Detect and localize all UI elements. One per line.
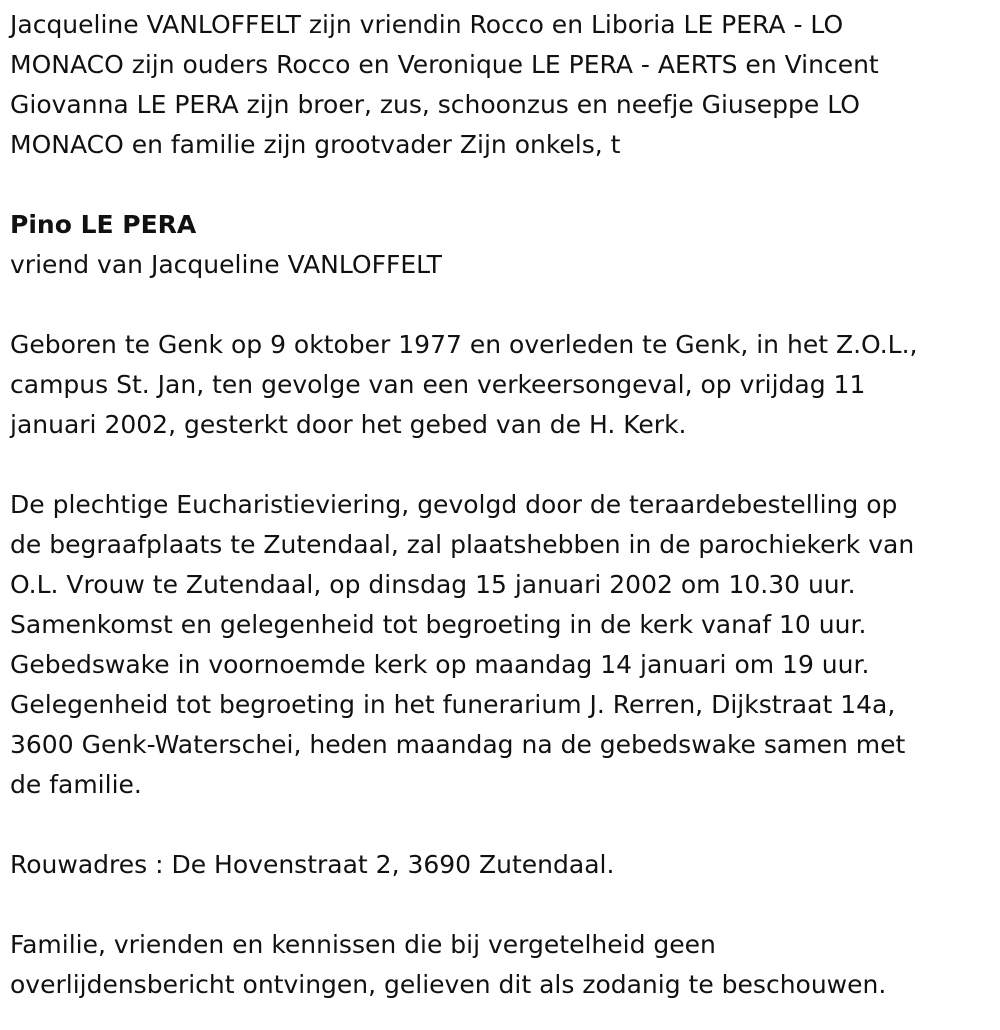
paragraph-gap xyxy=(10,445,990,485)
mourning-address: Rouwadres : De Hovenstraat 2, 3690 Zutendaal. xyxy=(10,850,615,879)
paragraph-gap xyxy=(10,885,990,925)
intro-paragraph: Jacqueline VANLOFFELT zijn vriendin Rocco en Liboria LE PERA - LO MONACO zijn ouders Rocco en Veronique LE PERA - AERTS en Vincent Giovanna LE PERA zijn broer, zus, schoonzus en neefje Giuseppe LO MONACO en familie zijn grootvader Zijn onkels, t xyxy=(10,10,879,159)
paragraph-gap xyxy=(10,165,990,205)
closing-paragraph: Familie, vrienden en kennissen die bij vergetelheid geen overlijdensbericht ontvingen, gelieven dit als zodanig te beschouwen. xyxy=(10,930,887,999)
paragraph-gap xyxy=(10,285,990,325)
relation-line: vriend van Jacqueline VANLOFFELT xyxy=(10,250,442,279)
paragraph-gap xyxy=(10,805,990,845)
ceremony-paragraph: De plechtige Eucharistieviering, gevolgd door de teraardebestelling op de begraafplaats te Zutendaal, zal plaatshebben in de parochiekerk van O.L. Vrouw te Zutendaal, op dinsdag 15 januari 2002 om 10.30 uur. Samenkomst en gelegenheid tot begroeting in de kerk vanaf 10 uur. Gebedswake in voornoemde kerk op maandag 14 januari om 19 uur. Gelegenheid tot begroeting in het funerarium J. Rerren, Dijkstraat 14a, 3600 Genk-Waterschei, heden maandag na de gebedswake samen met de familie. xyxy=(10,490,915,799)
birth-death-paragraph: Geboren te Genk op 9 oktober 1977 en overleden te Genk, in het Z.O.L., campus St. Jan, ten gevolge van een verkeersongeval, op vrijdag 11 januari 2002, gesterkt door het gebed van de H. Kerk. xyxy=(10,330,918,439)
deceased-name: Pino LE PERA xyxy=(10,210,197,239)
